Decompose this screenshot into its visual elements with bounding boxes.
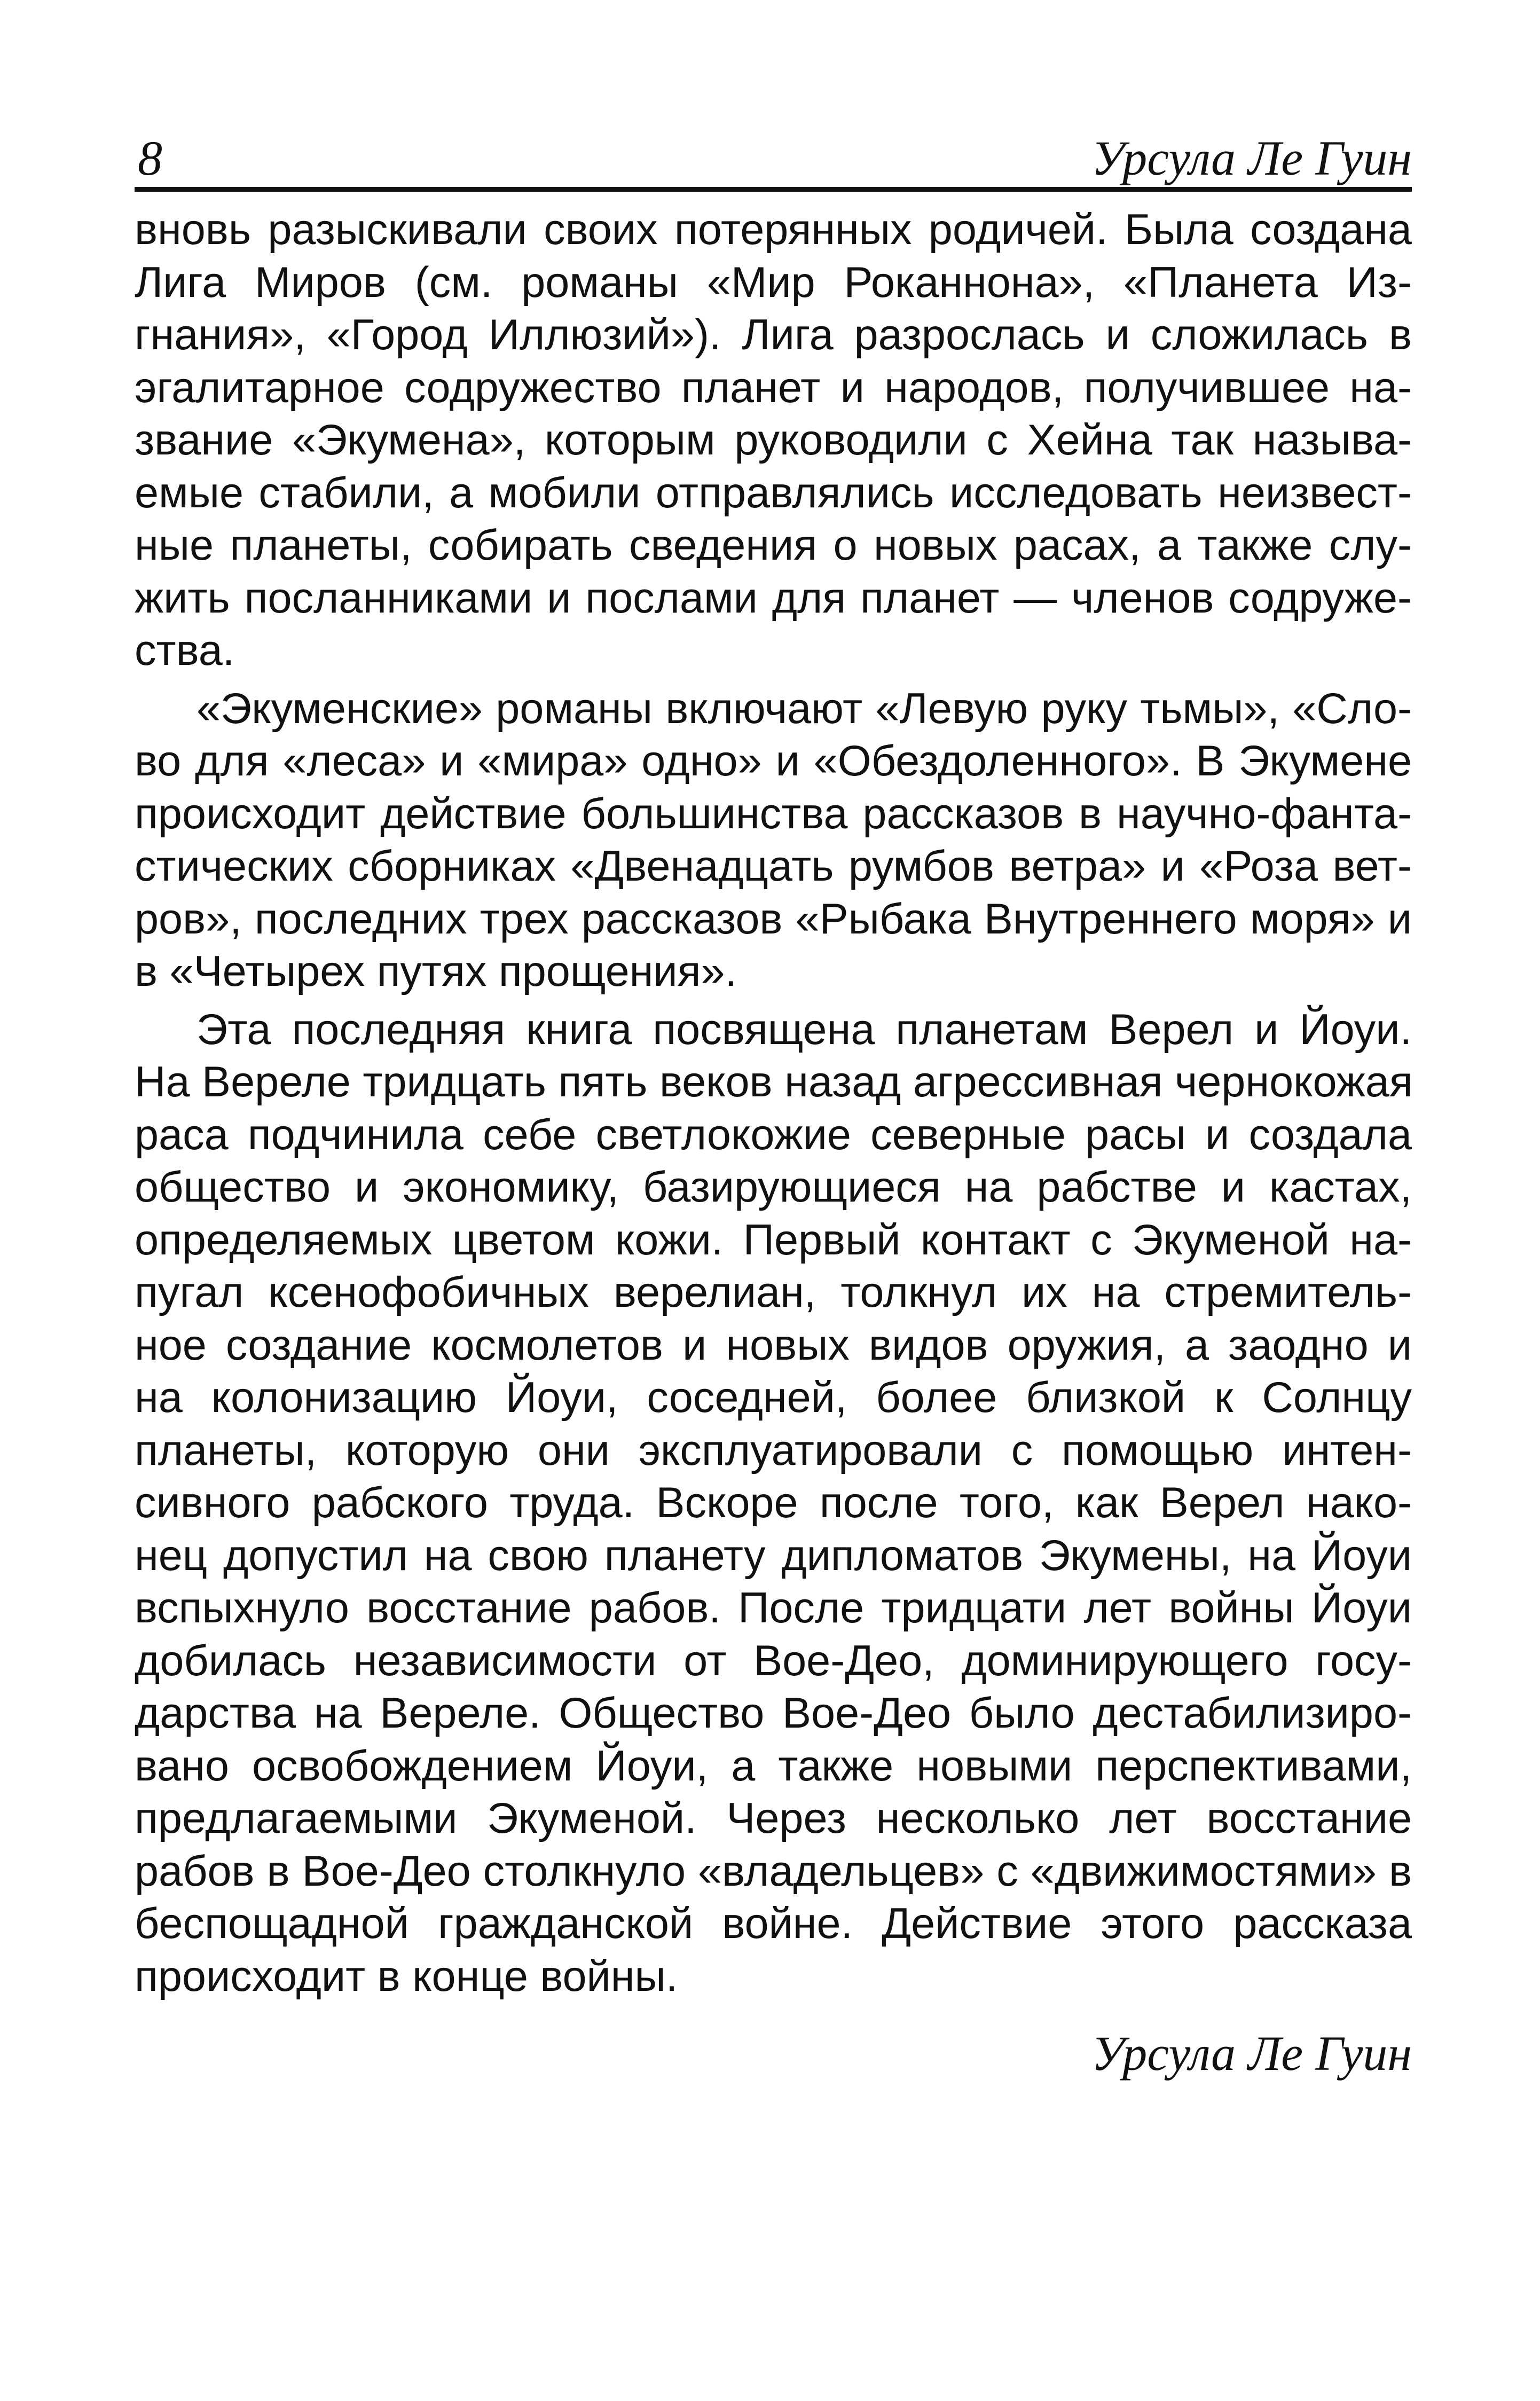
text-line: ства. [135,626,235,674]
text-line: емые стабили, а мобили отправлялись исследовать неизвест- [135,468,1412,517]
text-line: нец допустил на свою планету дипломатов Экумены, на Йоуи [135,1531,1412,1580]
paragraph-gap [135,998,1412,1003]
paragraph-gap [135,677,1412,682]
text-line: эгалитарное содружество планет и народов, получившее на- [135,363,1412,412]
author-signature: Урсула Ле Гуин [1091,2026,1412,2081]
text-line: планеты, которую они эксплуатировали с помощью интен- [135,1426,1412,1474]
paragraph [135,203,1412,677]
page-number: 8 [138,131,162,185]
text-line: ное создание космолетов и новых видов оружия, а заодно и [135,1321,1412,1369]
text-line: предлагаемыми Экуменой. Через несколько лет восстание [135,1794,1412,1842]
text-line: Лига Миров (см. романы «Мир Роканнона», «Планета Из- [135,258,1412,307]
text-line: на колонизацию Йоуи, соседней, более близкой к Солнцу [135,1374,1412,1422]
text-line: стических сборниках «Двенадцать румбов ветра» и «Роза вет- [135,842,1412,890]
text-line: ные планеты, собирать сведения о новых расах, а также слу- [135,521,1412,569]
text-line: «Экуменские» романы включают «Левую руку тьмы», «Сло- [197,684,1412,733]
text-line: гнания», «Город Иллюзий»). Лига разрослась и сложилась в [135,311,1412,359]
text-line: беспощадной гражданской войне. Действие этого рассказа [135,1900,1412,1948]
running-header [135,107,1412,192]
text-line: в «Четырех путях прощения». [135,947,737,995]
paragraph [135,682,1412,998]
text-line: сивного рабского труда. Вскоре после того, как Верел нако- [135,1479,1412,1527]
book-page [135,107,1412,2083]
text-line: На Вереле тридцать пять веков назад агрессивная чернокожая [135,1058,1413,1106]
text-line: общество и экономику, базирующиеся на рабстве и кастах, [135,1163,1412,1211]
text-line: раса подчинила себе светлокожие северные расы и создала [135,1110,1412,1159]
text-line: вспыхнуло восстание рабов. После тридцати лет войны Йоуи [135,1584,1412,1632]
text-line: происходит действие большинства рассказов в научно-фанта- [135,789,1412,838]
text-line: происходит в конце войны. [135,1952,678,2000]
running-header-author: Урсула Ле Гуин [1091,131,1412,185]
text-line: вновь разыскивали своих потерянных родичей. Была создана [135,206,1412,254]
text-line: рабов в Вое-Део столкнуло «владельцев» с «движимостями» в [135,1847,1412,1895]
text-line: звание «Экумена», которым руководили с Хейна так называ- [135,416,1412,464]
text-line: пугал ксенофобичных верелиан, толкнул их на стремитель- [135,1268,1412,1316]
text-line: во для «леса» и «мира» одно» и «Обездоленного». В Экумене [135,737,1412,785]
body-text [135,203,1412,2003]
text-line: дарства на Вереле. Общество Вое-Део было дестабилизиро- [135,1689,1412,1737]
text-line: определяемых цветом кожи. Первый контакт с Экуменой на- [135,1215,1412,1264]
text-line: ров», последних трех рассказов «Рыбака Внутреннего моря» и [135,895,1412,943]
text-line: жить посланниками и послами для планет — членов содруже- [135,574,1412,622]
text-line: добилась независимости от Вое-Део, доминирующего госу- [135,1636,1412,1685]
text-line: Эта последняя книга посвящена планетам Верел и Йоуи. [197,1005,1412,1054]
text-line: вано освобождением Йоуи, а также новыми перспективами, [135,1741,1412,1790]
paragraph [135,1003,1412,2003]
